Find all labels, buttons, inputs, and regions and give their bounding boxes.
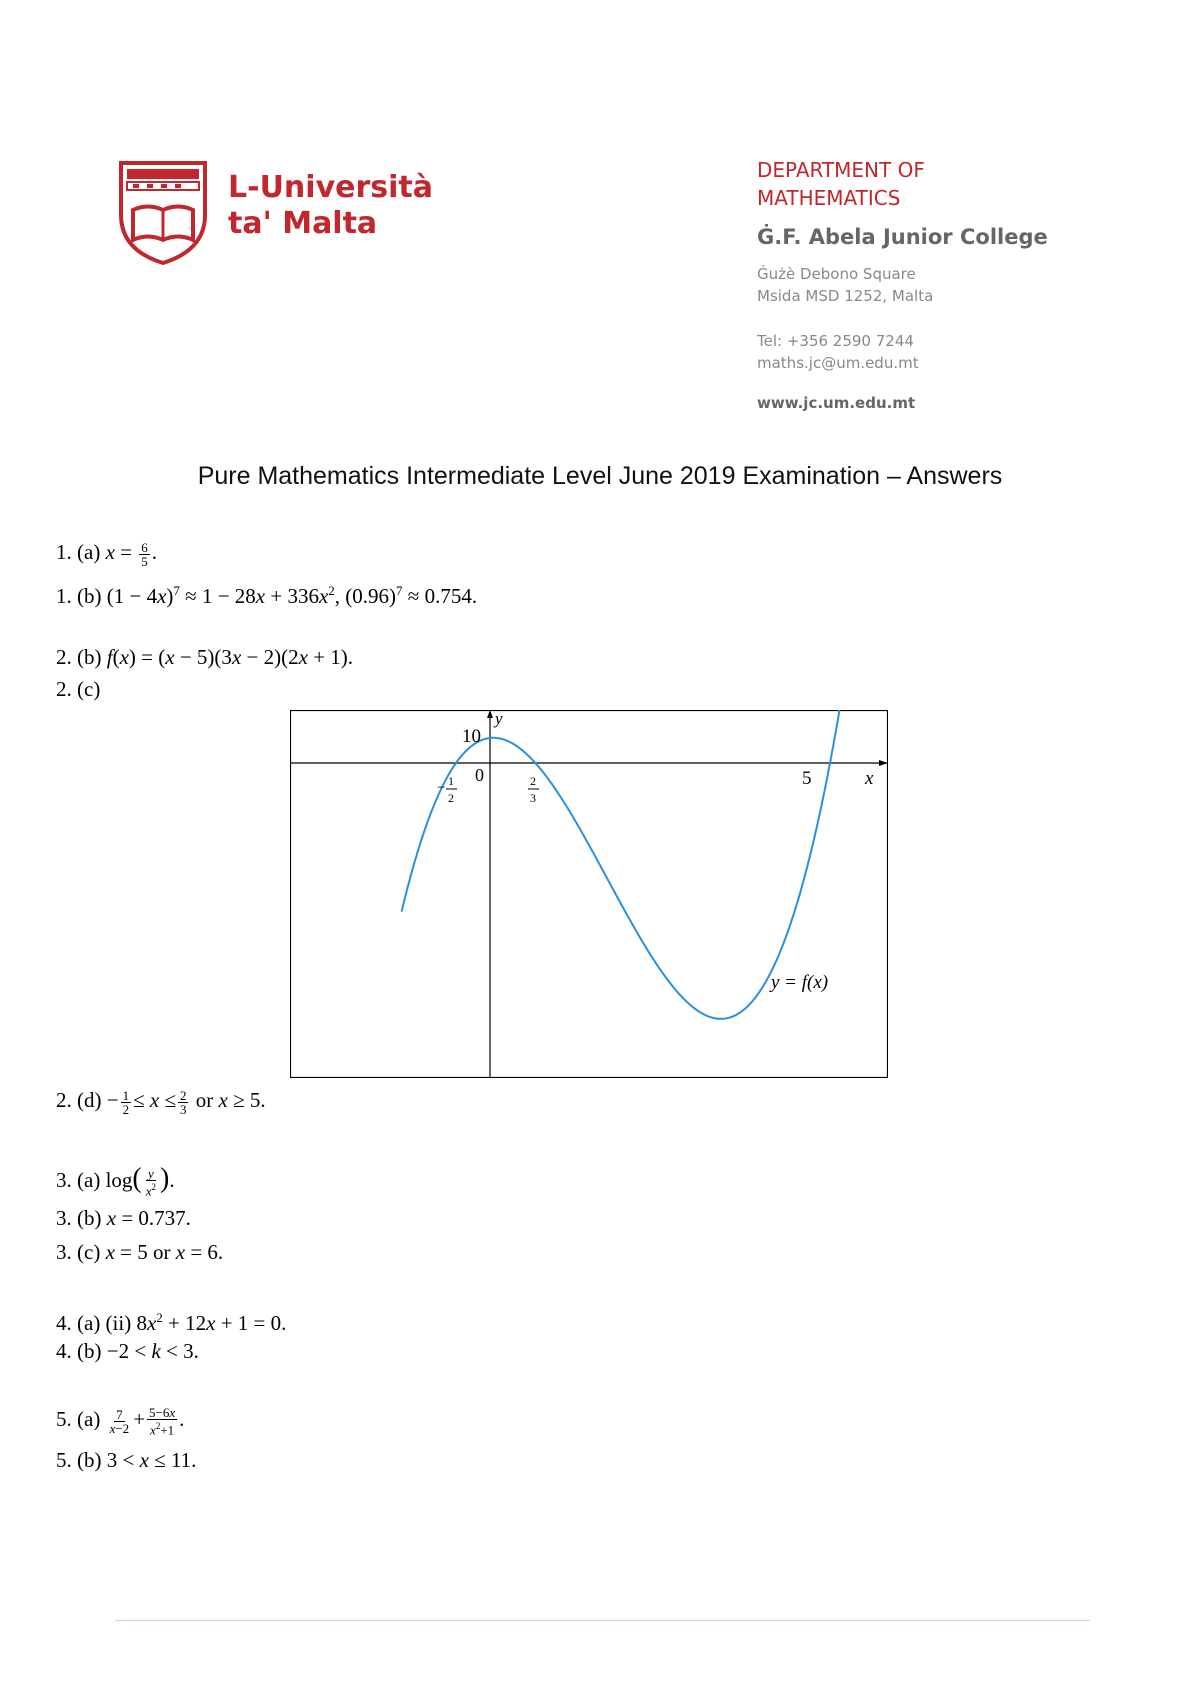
svg-text:2: 2 (530, 774, 536, 788)
university-name (228, 170, 433, 242)
svg-text:3: 3 (530, 791, 536, 805)
answer-2c (56, 675, 100, 703)
answer-label: 2. (b) (56, 645, 102, 669)
address-line2: Msida MSD 1252, Malta (757, 287, 934, 305)
svg-text:−: − (437, 780, 446, 796)
university-name-line2: ta' Malta (228, 206, 378, 241)
contact-info (757, 330, 919, 374)
answer-label: 1. (b) (56, 584, 102, 608)
footer-divider (115, 1620, 1090, 1621)
curve-label: y = f(x) (771, 972, 829, 993)
university-name-line1: L-Università (228, 170, 433, 205)
answer-label: 3. (c) (56, 1240, 101, 1264)
answer-label: 3. (b) (56, 1206, 102, 1230)
department-line2: MATHEMATICS (757, 186, 901, 210)
answer-3c: 3. (c) x = 5 or x = 6. (56, 1240, 224, 1264)
y-intercept-label: 10 (462, 726, 481, 747)
graph-frame (291, 711, 888, 1078)
root-5-label: 5 (802, 768, 812, 789)
answer-label: 2. (d) (56, 1088, 102, 1112)
answer-4a: 4. (a) (ii) $8x^2 + 12x + 1 = 0$. (56, 1310, 287, 1335)
y-axis-label: y (495, 710, 503, 728)
address-line1: Ġużè Debono Square (757, 265, 916, 283)
answer-label: 5. (b) (56, 1448, 102, 1472)
answer-label: 4. (a) (ii) (56, 1311, 132, 1335)
answer-2b: 2. (b) f(x) = (x − 5)(3x − 2)(2x + 1). (56, 645, 354, 669)
x-axis-label: x (865, 768, 874, 789)
answer-2d: 2. (d) − $\frac{1}{2}$ ≤ x ≤ $\frac{2}{3}$ or x ≥ 5. (56, 1087, 266, 1117)
answer-label: 4. (b) (56, 1339, 102, 1363)
answer-5a: 5. (a) $\frac{7}{x-2}$ + $\frac{5-6x}{x^2+1}$ . (56, 1405, 185, 1438)
page-title: Pure Mathematics Intermediate Level June 2019 Examination – Answers (197, 462, 1003, 490)
college-name: Ġ.F. Abela Junior College (757, 225, 1048, 249)
answer-label: 2. (c) (56, 677, 101, 701)
answer-1a: 1. (a) x = $\frac{6}{5}$ . (56, 539, 157, 569)
department-line1: DEPARTMENT OF (757, 158, 925, 182)
svg-text:1: 1 (448, 774, 454, 788)
website-link[interactable]: www.jc.um.edu.mt (757, 394, 916, 412)
email-link[interactable]: maths.jc@um.edu.mt (757, 354, 919, 372)
answer-3b: 3. (b) x = 0.737. (56, 1206, 191, 1230)
answer-1b: 1. (b) $(1 - 4x)^7 \approx 1 - 28x + 336x^2$, $(0.96)^7 \approx 0.754$. (56, 583, 478, 608)
svg-text:2: 2 (448, 791, 454, 805)
telephone: Tel: +356 2590 7244 (757, 332, 914, 350)
answer-3a: 3. (a) log( $\frac{y}{x^2}$ ). (56, 1163, 175, 1199)
origin-label: 0 (475, 765, 484, 785)
cubic-graph (290, 710, 888, 1078)
answer-label: 5. (a) (56, 1407, 101, 1431)
department-name (757, 156, 925, 212)
answer-5b: 5. (b) 3 < x ≤ 11. (56, 1448, 197, 1472)
answer-4b: 4. (b) −2 < k < 3. (56, 1339, 199, 1363)
address (757, 263, 933, 307)
university-crest-logo (113, 155, 213, 265)
answer-label: 3. (a) (56, 1168, 101, 1192)
answer-label: 1. (a) (56, 540, 101, 564)
